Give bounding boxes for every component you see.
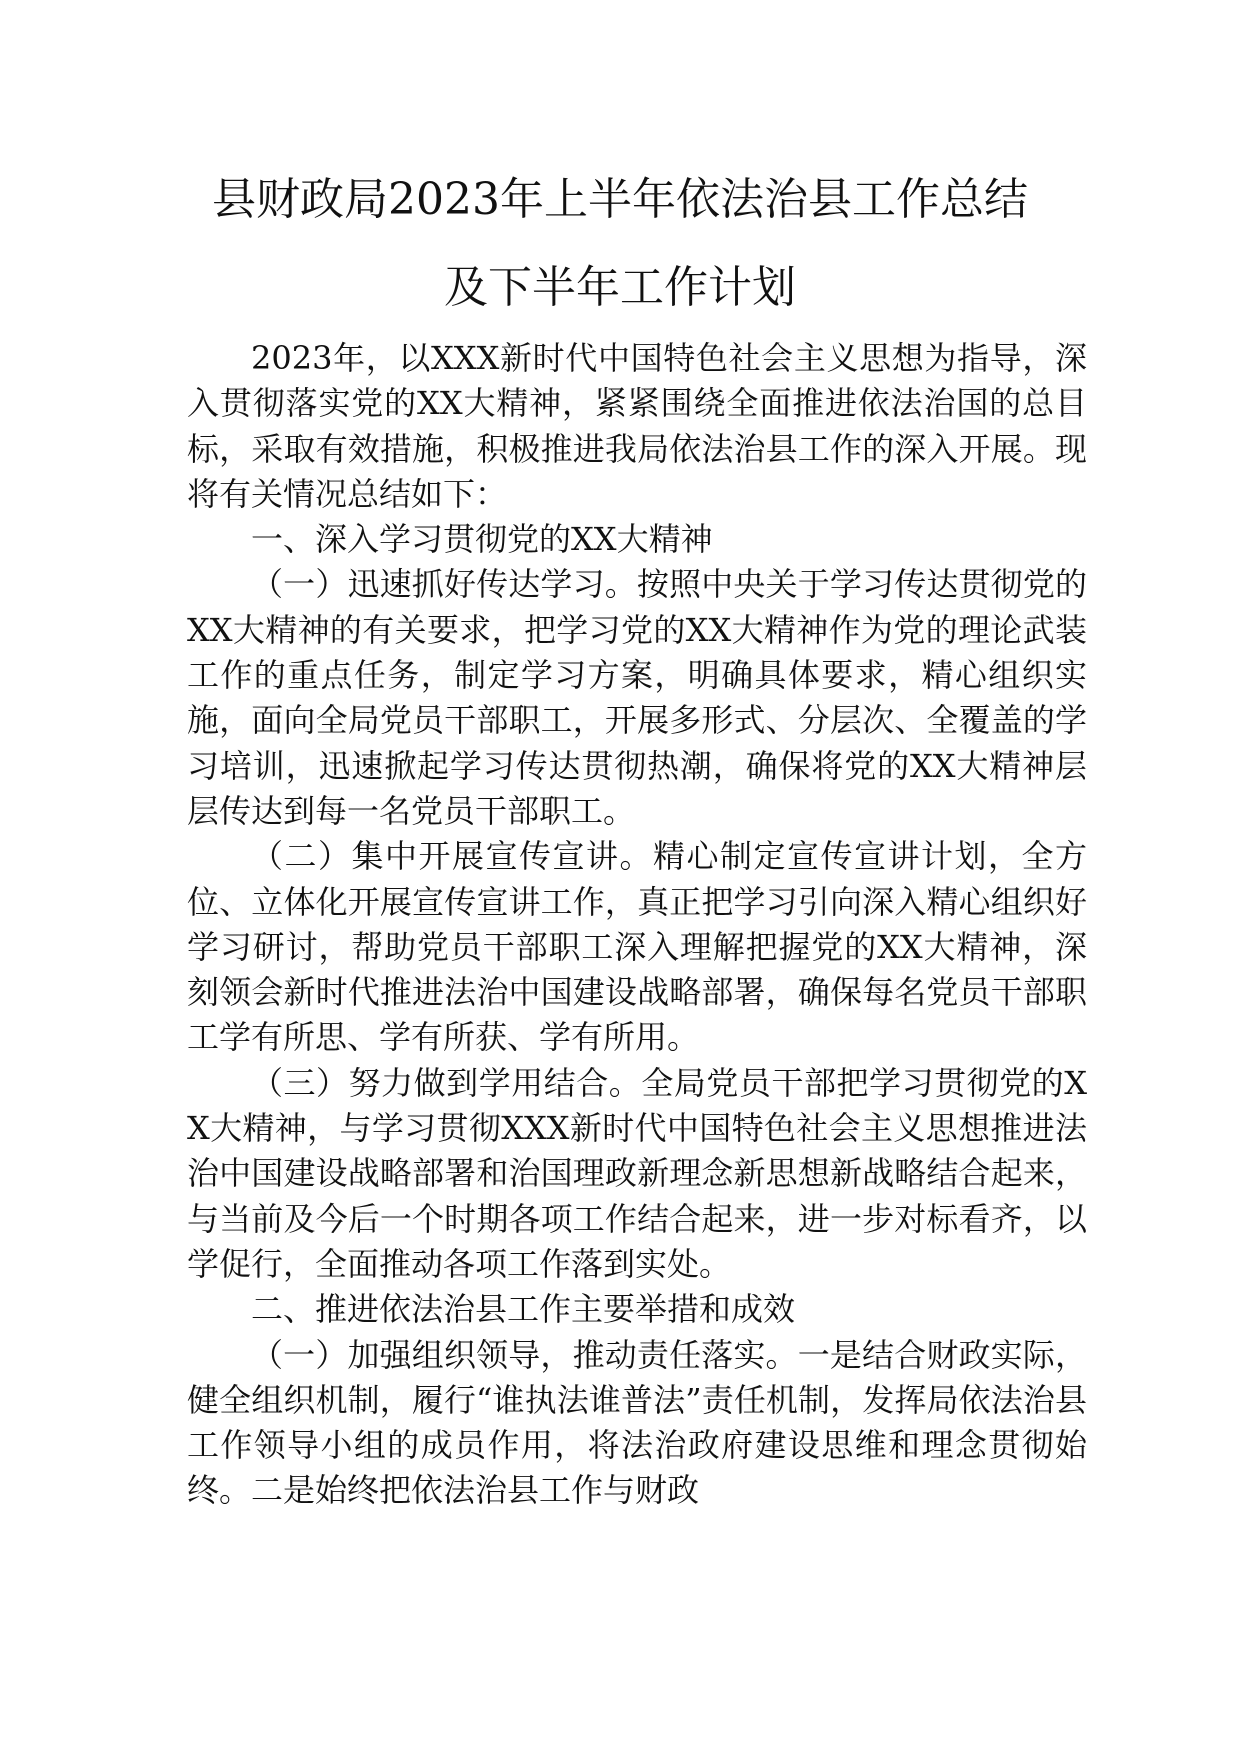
intro-paragraph: 2023年，以XXX新时代中国特色社会主义思想为指导，深入贯彻落实党的XX大精神，紧紧围绕全面推进依法治国的总目标，采取有效措施，积极推进我局依法治县工作的深入开展。现将有关情况总结如下：	[187, 339, 1087, 513]
document-body	[187, 336, 1087, 1514]
section-1-paragraph-3: （三）努力做到学用结合。全局党员干部把学习贯彻党的XX大精神，与学习贯彻XXX新时代中国特色社会主义思想推进法治中国建设战略部署和治国理政新理念新思想新战略结合起来，与当前及今后一个时期各项工作结合起来，进一步对标看齐，以学促行，全面推动各项工作落到实处。	[187, 1063, 1087, 1283]
section-2-paragraph-1: （一）加强组织领导，推动责任落实。一是结合财政实际，健全组织机制，履行“谁执法谁普法”责任机制，发挥局依法治县工作领导小组的成员作用，将法治政府建设思维和理念贯彻始终。二是始终把依法治县工作与财政	[187, 1335, 1087, 1510]
document-title-line-2: 及下半年工作计划	[444, 262, 796, 313]
document-title-line-1: 县财政局2023年上半年依法治县工作总结	[212, 174, 1028, 225]
section-1-heading: 一、深入学习贯彻党的XX大精神	[251, 520, 713, 559]
section-1-paragraph-2: （二）集中开展宣传宣讲。精心制定宣传宣讲计划，全方位、立体化开展宣传宣讲工作，真正把学习引向深入精心组织好学习研讨，帮助党员干部职工深入理解把握党的XX大精神，深刻领会新时代推进法治中国建设战略部署，确保每名党员干部职工学有所思、学有所获、学有所用。	[187, 837, 1087, 1057]
section-1-paragraph-1: （一）迅速抓好传达学习。按照中央关于学习传达贯彻党的XX大精神的有关要求，把学习党的XX大精神作为党的理论武装工作的重点任务，制定学习方案，明确具体要求，精心组织实施，面向全局党员干部职工，开展多形式、分层次、全覆盖的学习培训，迅速掀起学习传达贯彻热潮，确保将党的XX大精神层层传达到每一名党员干部职工。	[187, 565, 1087, 830]
section-2-heading: 二、推进依法治县工作主要举措和成效	[251, 1290, 796, 1329]
